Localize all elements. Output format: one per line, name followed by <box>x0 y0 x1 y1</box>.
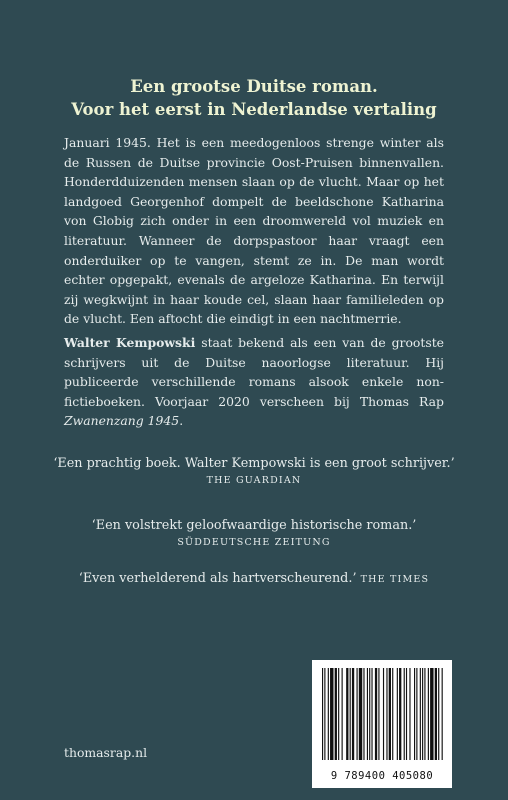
barcode-bar <box>324 668 325 760</box>
barcode-bar <box>404 668 405 760</box>
isbn-number: 9 789400 405080 <box>330 770 434 782</box>
barcode-bar <box>416 668 417 760</box>
review-source: THE TIMES <box>360 574 430 585</box>
barcode-bar <box>342 668 343 760</box>
barcode-bar <box>414 668 415 760</box>
review-source: THE GUARDIAN <box>206 475 302 486</box>
barcode-bar <box>442 668 443 760</box>
barcode-bar <box>406 668 407 760</box>
barcode-bar <box>352 668 354 760</box>
barcode-bar <box>438 668 439 760</box>
barcode-bar <box>424 668 425 760</box>
author-bio <box>64 333 444 431</box>
barcode-bar <box>399 668 401 760</box>
barcode-bar <box>369 668 370 760</box>
barcode-bar <box>378 668 379 760</box>
review-quote-text: ‘Even verhelderend als hartverscheurend.’ <box>78 571 357 586</box>
barcode-bar <box>428 668 429 760</box>
headline-line-2: Voor het eerst in Nederlandse vertaling <box>71 100 437 119</box>
review-quote-text: ‘Een prachtig boek. Walter Kempowski is een groot schrijver.’ <box>53 456 455 471</box>
barcode-bar <box>430 668 433 760</box>
barcode-bars <box>320 668 444 760</box>
barcode-bar <box>328 668 329 760</box>
headline <box>0 75 508 121</box>
review-quote-1 <box>0 455 508 489</box>
barcode-bar <box>386 668 387 760</box>
synopsis-text: Januari 1945. Het is een meedogenloos strenge winter als de Russen de Duitse provincie Oost-Pruisen binnenvallen. Honderdduizenden mensen slaan op de vlucht. Maar op het landgoed Georgenhof dompelt de beeldschone Katharina von Globig zich onder in een droomwereld vol muziek en literatuur. Wanneer de dorpspastoor haar vraagt een onderduiker op te vangen, stemt ze in. De man wordt echter opgepakt, evenals de argeloze Katharina. En terwijl zij wegkwijnt in haar koude cel, slaan haar familieleden op de vlucht. Een aftocht die eindigt in een nachtmerrie. <box>64 135 444 327</box>
barcode-bar <box>383 668 384 760</box>
publisher-website: thomasrap.nl <box>64 745 148 760</box>
isbn-barcode <box>312 660 452 788</box>
review-quote-3 <box>0 570 508 589</box>
review-quote-text: ‘Een volstrekt geloofwaardige historische roman.’ <box>91 518 417 533</box>
review-quote-2 <box>0 517 508 551</box>
barcode-bar <box>350 668 351 760</box>
author-bio-end: . <box>179 413 184 429</box>
barcode-bar <box>359 668 362 760</box>
barcode-bar <box>392 668 393 760</box>
headline-line-1: Een grootse Duitse roman. <box>130 77 378 96</box>
synopsis <box>64 133 444 329</box>
barcode-bar <box>409 668 410 760</box>
author-bio-paragraph <box>64 333 444 431</box>
barcode-bar <box>420 668 421 760</box>
barcode-bar <box>397 668 398 760</box>
previous-book-title: Zwanenzang 1945 <box>64 413 180 429</box>
barcode-bar <box>346 668 348 760</box>
barcode-bar <box>335 668 337 760</box>
barcode-bar <box>367 668 368 760</box>
barcode-bar <box>375 668 377 760</box>
barcode-bar <box>371 668 372 760</box>
author-bio-text: staat bekend als een van de grootste schrijvers uit de Duitse naoorlogse literatuur. Hij publiceerde verschillende romans alsook enkele non-fictieboeken. Voorjaar 2020 verscheen bij Thomas Rap <box>64 335 445 409</box>
review-quote-line <box>0 570 508 589</box>
barcode-bar <box>338 668 339 760</box>
barcode-bar <box>422 668 423 760</box>
review-source: SÜDDEUTSCHE ZEITUNG <box>177 537 331 548</box>
barcode-bar <box>330 668 333 760</box>
barcode-bar <box>435 668 437 760</box>
barcode-bar <box>389 668 391 760</box>
barcode-bar <box>357 668 358 760</box>
barcode-bar <box>322 668 323 760</box>
barcode-bar <box>363 668 364 760</box>
author-name: Walter Kempowski <box>64 335 196 350</box>
